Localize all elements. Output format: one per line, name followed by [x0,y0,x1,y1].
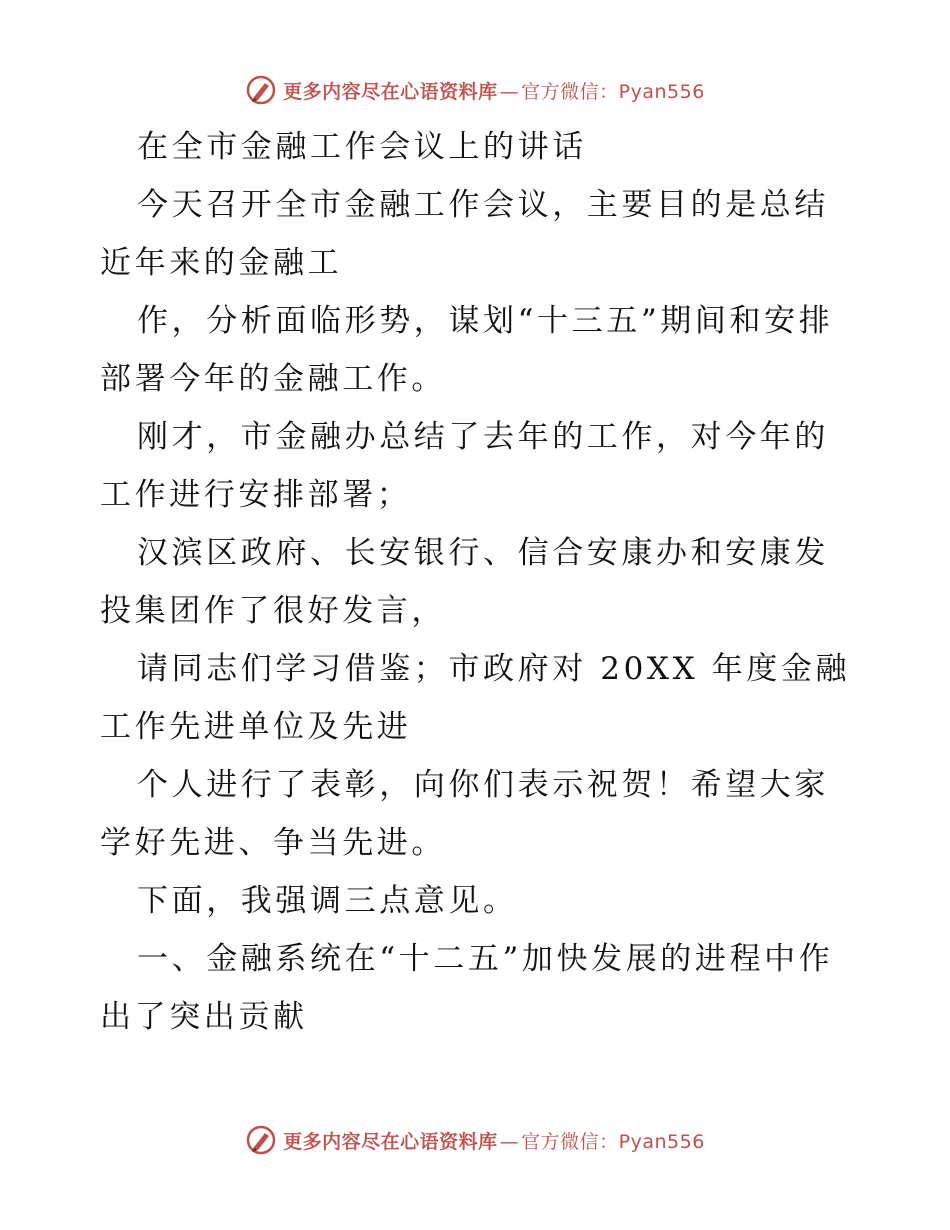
section-heading: 一、金融系统在“十二五”加快发展的进程中作出了突出贡献 [100,941,834,1035]
footer-watermark [0,1122,950,1158]
paragraph: 作，分析面临形势，谋划“十三五”期间和安排部署今年的金融工作。 [100,303,834,397]
watermark-wechat-text: 官方微信：Pyan556 [521,80,705,103]
watermark-main-text: 更多内容尽在心语资料库 [283,1130,498,1153]
pen-icon [245,74,277,106]
paragraph: 汉滨区政府、长安银行、信合安康办和安康发投集团作了很好发言， [100,535,829,629]
paragraph: 个人进行了表彰，向你们表示祝贺！希望大家学好先进、争当先进。 [100,767,829,861]
watermark-wechat-text: 官方微信：Pyan556 [521,1130,705,1153]
paragraph: 刚才，市金融办总结了去年的工作，对今年的工作进行安排部署； [100,419,829,513]
document-body [100,118,860,1046]
pen-icon [245,1124,277,1156]
header-watermark [0,72,950,108]
document-title: 在全市金融工作会议上的讲话 [137,129,587,165]
watermark-dash: — [499,1130,520,1153]
watermark-dash: — [499,80,520,103]
paragraph: 下面，我强调三点意见。 [137,883,518,919]
paragraph: 请同志们学习借鉴；市政府对 20XX 年度金融工作先进单位及先进 [100,651,851,745]
paragraph: 今天召开全市金融工作会议，主要目的是总结近年来的金融工 [100,187,829,281]
watermark-main-text: 更多内容尽在心语资料库 [283,80,498,103]
